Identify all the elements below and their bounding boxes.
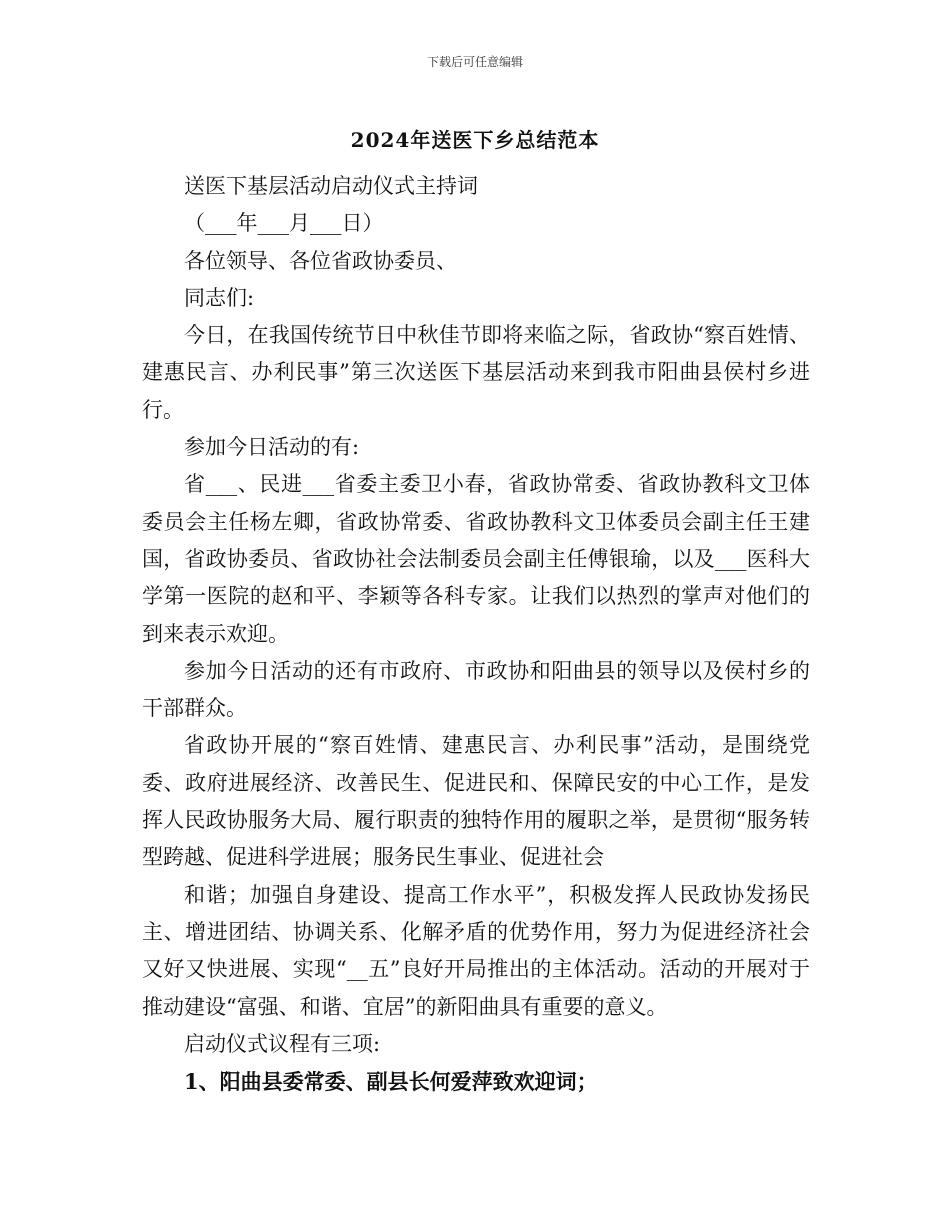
paragraph-subtitle: 送医下基层活动启动仪式主持词: [184, 174, 478, 198]
document-body: [142, 168, 810, 1100]
paragraph-activity-significance: 和谐；加强自身建设、提高工作水平”，积极发挥人民政协发扬民主、增进团结、协调关系、化解矛盾的优势作用，努力为促进经济社会又好又快进展、实现“__五”良好开局推出的主体活动。活动的开展对于推动建设“富强、和谐、宜居”的新阳曲具有重要的意义。: [142, 882, 810, 1019]
paragraph-intro: 今日，在我国传统节日中秋佳节即将来临之际，省政协“察百姓情、建惠民言、办利民事”第三次送医下基层活动来到我市阳曲县侯村乡进行。: [142, 323, 810, 422]
page-header-note: 下载后可任意编辑: [426, 55, 523, 69]
paragraph-local-attendees: 参加今日活动的还有市政府、市政协和阳曲县的领导以及侯村乡的干部群众。: [142, 658, 810, 721]
paragraph-salutation-2: 同志们:: [184, 285, 255, 310]
paragraph-activity-purpose: 省政协开展的“察百姓情、建惠民言、办利民事”活动，是围绕党委、政府进展经济、改善民生、促进民和、保障民安的中心工作，是发挥人民政协服务大局、履行职责的独特作用的履职之举，是贯彻“服务转型跨越、促进科学进展；服务民生事业、促进社会: [142, 733, 810, 870]
paragraph-agenda-item-1: 1、阳曲县委常委、副县长何爱萍致欢迎词；: [184, 1069, 598, 1095]
paragraph-attendees: 省___、民进___省委主委卫小春，省政协常委、省政协教科文卫体委员会主任杨左卿，省政协常委、省政协教科文卫体委员会副主任王建国，省政协委员、省政协社会法制委员会副主任傅银瑜，以及___医科大学第一医院的赵和平、李颖等各科专家。让我们以热烈的掌声对他们的到来表示欢迎。: [142, 472, 810, 646]
document-title: 2024年送医下乡总结范本: [350, 128, 600, 152]
paragraph-attendees-heading: 参加今日活动的有:: [184, 435, 360, 460]
paragraph-salutation: 各位领导、各位省政协委员、: [184, 248, 457, 273]
paragraph-date: （___年___月___日）: [184, 211, 384, 236]
paragraph-agenda-heading: 启动仪式议程有三项:: [184, 1031, 381, 1056]
